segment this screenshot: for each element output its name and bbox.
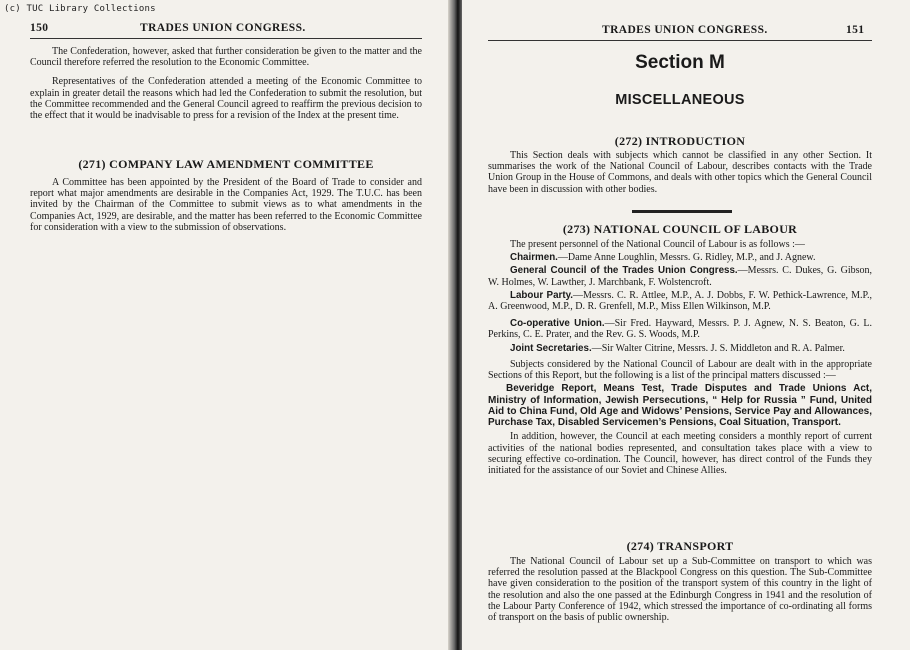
paragraph: Representatives of the Confederation attended a meeting of the Economic Committee to explain in greater detail the reasons which had led the Confederation to submit the resolution, but the Committee recommended and the General Council agreed to reaffirm the previous decision to the effect that it would be inadvisable to press for a revision of the Index at the present time.	[30, 76, 422, 122]
paragraph: The Confederation, however, asked that further consideration be given to the matter and the Council therefore referred the resolution to the Economic Committee.	[30, 46, 422, 69]
section-divider	[632, 210, 732, 213]
member-names: —Messrs. C. R. Attlee, M.P., A. J. Dobbs, F. W. Pethick-Lawrence, M.P., A. Greenwood, M.P., D. R. Grenfell, M.P., Miss Ellen Wilkinson, M.P.	[488, 289, 872, 313]
heading-274: (274) TRANSPORT	[626, 539, 734, 553]
member-label: Chairmen.	[510, 252, 558, 264]
paragraph: This Section deals with subjects which cannot be classified in any other Section. It summarises the work of the National Council of Labour, describes contacts with the Trade Union Group in the House of Commons, and deals with other topics which the General Council have been in discussion with other bodies.	[488, 150, 872, 195]
member-label: Labour Party.	[510, 289, 574, 301]
council-intro: The present personnel of the National Council of Labour is as follows :—	[510, 239, 805, 250]
left-header-rule	[30, 38, 422, 39]
paragraph: A Committee has been appointed by the President of the Board of Trade to consider and report what major amendments are desirable in the Companies Act, 1929. The T.U.C. has been invited by the Chairman of the Committee to submit views as to what amendments in the Companies Act, 1929, are desirable, and the matter has been referred to the Economic Committee for consideration with a view to the submission of observations.	[30, 177, 422, 233]
left-page	[0, 0, 452, 650]
member-names: —Sir Walter Citrine, Messrs. J. S. Middleton and R. A. Palmer.	[591, 342, 845, 354]
member-entry	[488, 343, 872, 354]
left-running-head: TRADES UNION CONGRESS.	[140, 22, 306, 34]
section-271-body	[30, 177, 422, 233]
member-label: Joint Secretaries.	[510, 342, 592, 354]
heading-273: (273) NATIONAL COUNCIL OF LABOUR	[562, 222, 798, 236]
section-title: Section M	[635, 52, 725, 73]
right-running-head: TRADES UNION CONGRESS.	[602, 24, 768, 36]
section-273-body	[488, 239, 872, 478]
right-header-rule	[488, 40, 872, 41]
library-watermark: (c) TUC Library Collections	[4, 4, 156, 14]
section-subtitle: MISCELLANEOUS	[615, 92, 745, 108]
heading-272: (272) INTRODUCTION	[614, 134, 746, 148]
left-page-number: 150	[30, 22, 49, 34]
subjects-list: Beveridge Report, Means Test, Trade Disputes and Trade Unions Act, Ministry of Information, Jewish Persecutions, “ Help for Russia ” Fund, United Aid to China Fund, Old Age and Widows’ Pensions, Service Pay and Allowances, Purchase Tax, Disabled Servicemen’s Pensions, Coal Situation, Transport.	[488, 383, 872, 429]
member-entry	[488, 318, 872, 340]
council-closing: In addition, however, the Council at each meeting considers a monthly report of current activities of the national bodies represented, and consultation takes place with a view to securing effective co-ordination. The Council, however, has direct control of the Funds they initiated for the assistance of our Soviet and Chinese Allies.	[488, 431, 872, 477]
section-274-body	[488, 556, 872, 623]
member-entry	[488, 290, 872, 312]
member-names: —Sir Fred. Hayward, Messrs. P. J. Agnew, N. S. Beaton, G. L. Perkins, C. E. Prater, and the Rev. G. S. Woods, M.P.	[488, 318, 873, 341]
member-names: —Dame Anne Loughlin, Messrs. G. Ridley, M.P., and J. Agnew.	[557, 252, 816, 264]
right-page	[462, 0, 910, 650]
right-page-number: 151	[846, 24, 865, 36]
member-label: General Council of the Trades Union Congress.	[510, 265, 738, 277]
paragraph: The National Council of Labour set up a Sub-Committee on transport to which was referred the resolution passed at the Blackpool Congress on this question. The Sub-Committee have given consideration to the position of the transport system of this country in the light of the resolution and also the one passed at the Edinburgh Congress in 1941 and the resolution of the Labour Party Conference of 1942, which stressed the importance of co-ordinating all forms of transport on the basis of public ownership.	[488, 556, 872, 624]
member-entry	[488, 265, 872, 287]
left-continuation-text	[30, 46, 422, 121]
member-entry	[488, 252, 872, 263]
subjects-intro: Subjects considered by the National Council of Labour are dealt with in the appropriate Sections of this Report, but the following is a list of the principal matters discussed :—	[488, 358, 872, 382]
section-272-body	[488, 150, 872, 195]
member-label: Co-operative Union.	[510, 318, 605, 330]
heading-271: (271) COMPANY LAW AMENDMENT COMMITTEE	[78, 157, 374, 171]
member-names: —Messrs. C. Dukes, G. Gibson, W. Holmes, W. Lawther, J. Marchbank, F. Wolstencroft.	[488, 265, 872, 288]
